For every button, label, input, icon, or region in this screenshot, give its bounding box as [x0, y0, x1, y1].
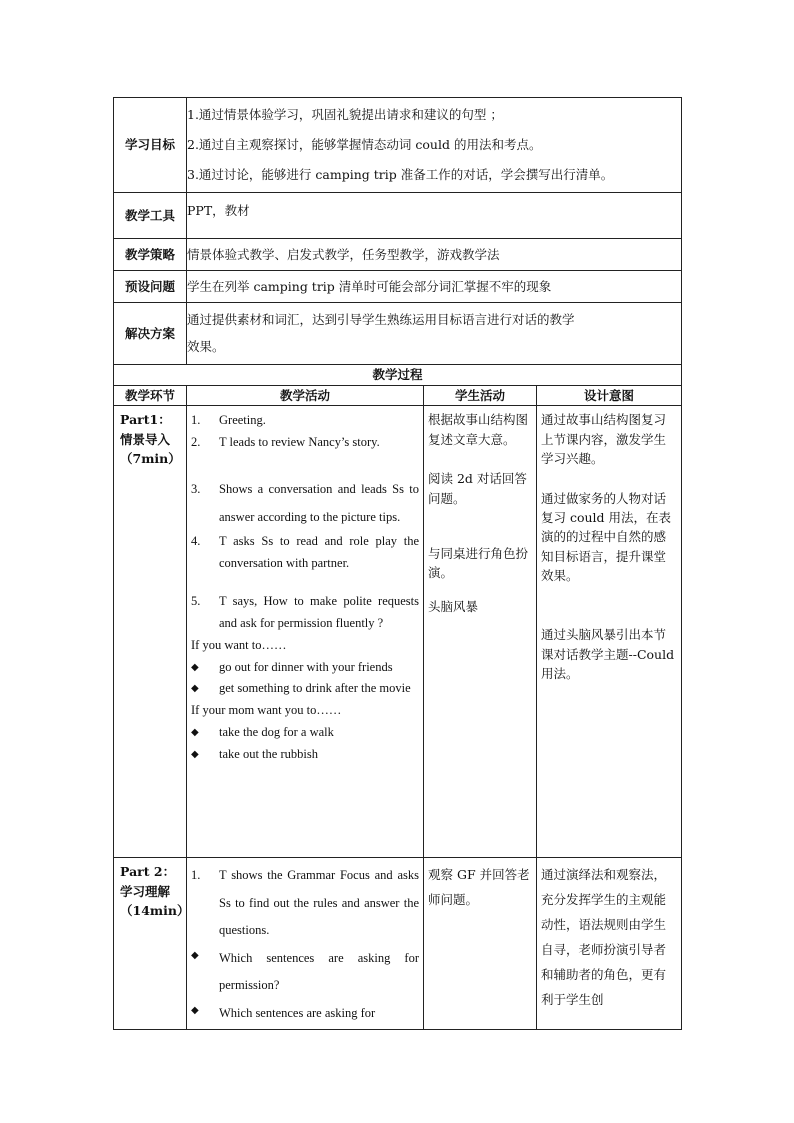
if-mom-text: If your mom want you to…… — [191, 703, 342, 718]
goals-label: 学习目标 — [114, 98, 187, 193]
diamond-bullet-icon: ◆ — [191, 683, 199, 695]
problem-row — [114, 271, 682, 303]
part1-activities — [187, 406, 424, 858]
part1-student — [424, 406, 537, 858]
header-activity: 教学活动 — [187, 386, 424, 406]
process-title: 教学过程 — [114, 365, 682, 386]
activity-item: 1. T shows the Grammar Focus and asks Ss to find out the rules and answer the questions. — [191, 868, 419, 938]
list-item: ◆ Which sentences are asking for permission? — [191, 945, 419, 1000]
part2-student — [424, 858, 537, 1030]
goal-item: 1.通过情景体验学习，巩固礼貌提出请求和建议的句型 ； — [187, 107, 503, 122]
problem-value: 学生在列举 camping trip 清单时可能会部分词汇掌握不牢的现象 — [187, 271, 682, 303]
student-activity: 根据故事山结构图复述文章大意。 — [428, 412, 529, 447]
process-header-row — [114, 386, 682, 406]
part1-stage — [114, 406, 187, 858]
tools-row — [114, 193, 682, 239]
part1-name: 情景导入 — [120, 431, 171, 447]
tools-value: PPT，教材 — [187, 193, 682, 239]
part2-title: Part 2： — [120, 864, 176, 880]
list-item: ◆ take out the rubbish — [191, 744, 419, 766]
activity-item: 1. Greeting. — [191, 413, 266, 428]
solution-line: 效果。 — [187, 338, 225, 354]
activity-item: 3. Shows a conversation and leads Ss to answer according to the picture tips. — [191, 482, 419, 524]
diamond-bullet-icon: ◆ — [191, 749, 199, 760]
activity-item: 4. T asks Ss to read and role play the conversation with partner. — [191, 534, 419, 570]
diamond-bullet-icon: ◆ — [191, 1004, 199, 1016]
student-activity: 阅读 2d 对话回答问题。 — [428, 471, 527, 506]
goal-item: 3.通过讨论，能够进行 camping trip 准备工作的对话，学会撰写出行清单。 — [187, 167, 614, 182]
goals-row — [114, 98, 682, 193]
goal-item: 2.通过自主观察探讨，能够掌握情态动词 could 的用法和考点。 — [187, 137, 542, 152]
design-intent: 通过做家务的人物对话复习 could 用法，在表演的的过程中自然的感知目标语言，提升课堂效果。 — [541, 490, 672, 583]
diamond-bullet-icon: ◆ — [191, 661, 199, 673]
part1-title: Part1： — [120, 412, 171, 428]
part2-row — [114, 858, 682, 1030]
solution-line: 通过提供素材和词汇，达到引导学生熟练运用目标语言进行对话的教学 — [187, 312, 575, 328]
diamond-bullet-icon: ◆ — [191, 727, 199, 739]
list-item: ◆ take the dog for a walk — [191, 722, 419, 744]
part1-row — [114, 406, 682, 858]
solution-content — [187, 303, 682, 365]
part1-design — [537, 406, 682, 858]
diamond-bullet-icon: ◆ — [191, 949, 199, 961]
part2-name: 学习理解 — [120, 883, 171, 899]
student-activity: 观察 GF 并回答老师问题。 — [428, 867, 530, 908]
solution-label: 解决方案 — [114, 303, 187, 365]
strategy-value: 情景体验式教学、启发式教学，任务型教学，游戏教学法 — [187, 239, 682, 271]
activity-item: 2. T leads to review Nancy’s story. — [191, 435, 380, 450]
student-activity: 头脑风暴 — [428, 598, 479, 614]
header-stage: 教学环节 — [114, 386, 187, 406]
tools-label: 教学工具 — [114, 193, 187, 239]
solution-row — [114, 303, 682, 365]
part2-stage — [114, 858, 190, 1030]
strategy-label: 教学策略 — [114, 239, 187, 271]
list-item: ◆ Which sentences are asking for — [191, 1000, 419, 1028]
goals-content — [187, 98, 682, 193]
lesson-plan-table — [113, 97, 682, 1030]
list-item: ◆ go out for dinner with your friends — [191, 657, 419, 679]
problem-label: 预设问题 — [114, 271, 187, 303]
part2-time: （14min） — [120, 903, 190, 919]
list-item: ◆ get something to drink after the movie — [191, 678, 419, 700]
header-design: 设计意图 — [537, 386, 682, 406]
strategy-row — [114, 239, 682, 271]
design-intent: 通过头脑风暴引出本节课对话教学主题--Could 用法。 — [541, 627, 675, 682]
process-title-row — [114, 365, 682, 386]
header-student: 学生活动 — [424, 386, 537, 406]
student-activity: 与同桌进行角色扮演。 — [428, 545, 529, 581]
design-intent: 通过故事山结构图复习上节课内容，激发学生学习兴趣。 — [541, 412, 667, 467]
design-intent: 通过演绎法和观察法，充分发挥学生的主观能动性，语法规则由学生自寻，老师扮演引导者和辅助者的角色，更有利于学生创 — [541, 867, 667, 1008]
part2-activities — [187, 858, 424, 1030]
activity-item: 5. T says, How to make polite requests and ask for permission fluently ? — [191, 593, 419, 630]
if-want-text: If you want to…… — [191, 637, 287, 652]
part2-design — [537, 858, 682, 1030]
part1-time: （7min） — [120, 451, 181, 467]
